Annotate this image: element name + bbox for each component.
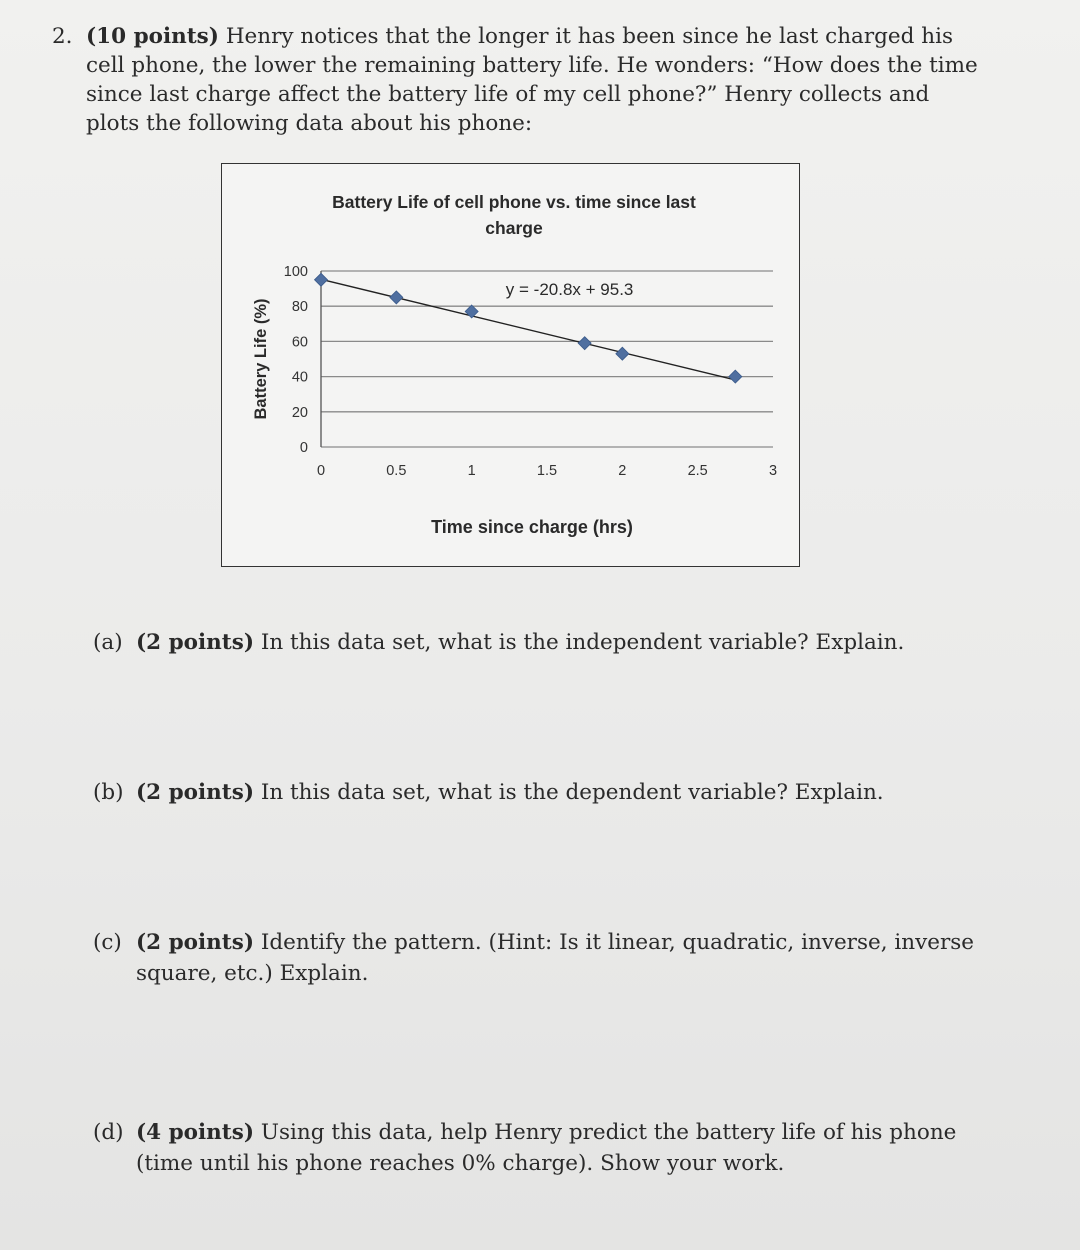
x-tick-label: 3 [768, 463, 778, 479]
y-tick-label: 0 [299, 440, 308, 456]
part-points: (2 points) [136, 630, 254, 655]
question-points: (10 points) [86, 24, 219, 49]
question-number: 2. [52, 24, 73, 49]
data-point [390, 291, 403, 304]
y-tick-label: 80 [291, 299, 308, 316]
part-label: (c) [93, 930, 122, 955]
part-b [93, 777, 1013, 808]
part-label: (b) [93, 780, 124, 805]
y-tick-label: 100 [283, 264, 308, 280]
question-2 [52, 22, 982, 138]
x-tick-label: 1.5 [536, 463, 558, 479]
x-tick-label: 0 [316, 463, 326, 479]
part-label: (d) [93, 1120, 124, 1145]
x-tick-label: 0.5 [386, 463, 407, 479]
x-tick-label: 2.5 [687, 463, 708, 479]
part-d [93, 1117, 1013, 1179]
part-label: (a) [93, 630, 123, 655]
question-stem [86, 22, 982, 138]
chart-title-line: charge [485, 218, 543, 238]
data-point [729, 370, 742, 383]
x-axis-label: Time since charge (hrs) [431, 517, 633, 537]
question-text: Henry notices that the longer it has been since he last charged his cell phone, the lower the remaining battery life. He wonders: “How does the time since last charge affect the battery life of my cell phone?” Henry collects and plots the following data about his phone: [86, 24, 978, 136]
part-points: (4 points) [136, 1120, 254, 1145]
part-points: (2 points) [136, 780, 254, 805]
part-text: In this data set, what is the independent variable? Explain. [260, 630, 905, 655]
part-text: Using this data, help Henry predict the battery life of his phone (time until his phone reaches 0% charge). Show your work. [136, 1120, 957, 1176]
y-axis-label: Battery Life (%) [252, 298, 270, 420]
battery-chart [221, 163, 800, 567]
part-points: (2 points) [136, 930, 254, 955]
data-point [616, 347, 629, 360]
x-tick-label: 1 [467, 463, 476, 479]
x-tick-label: 2 [618, 463, 627, 479]
data-point [315, 273, 328, 286]
y-tick-label: 20 [291, 404, 308, 421]
part-text: Identify the pattern. (Hint: Is it linear, quadratic, inverse, inverse square, etc.) Explain. [136, 930, 974, 986]
y-tick-label: 60 [291, 334, 308, 351]
chart-svg [222, 164, 799, 566]
part-a [93, 627, 1013, 658]
chart-title-line: Battery Life of cell phone vs. time since last [332, 192, 696, 212]
data-point [578, 337, 591, 350]
data-point [465, 305, 478, 318]
part-text: In this data set, what is the dependent variable? Explain. [260, 780, 884, 805]
y-tick-label: 40 [291, 369, 308, 386]
trendline-equation: y = -20.8x + 95.3 [505, 279, 634, 299]
part-c [93, 927, 1013, 989]
